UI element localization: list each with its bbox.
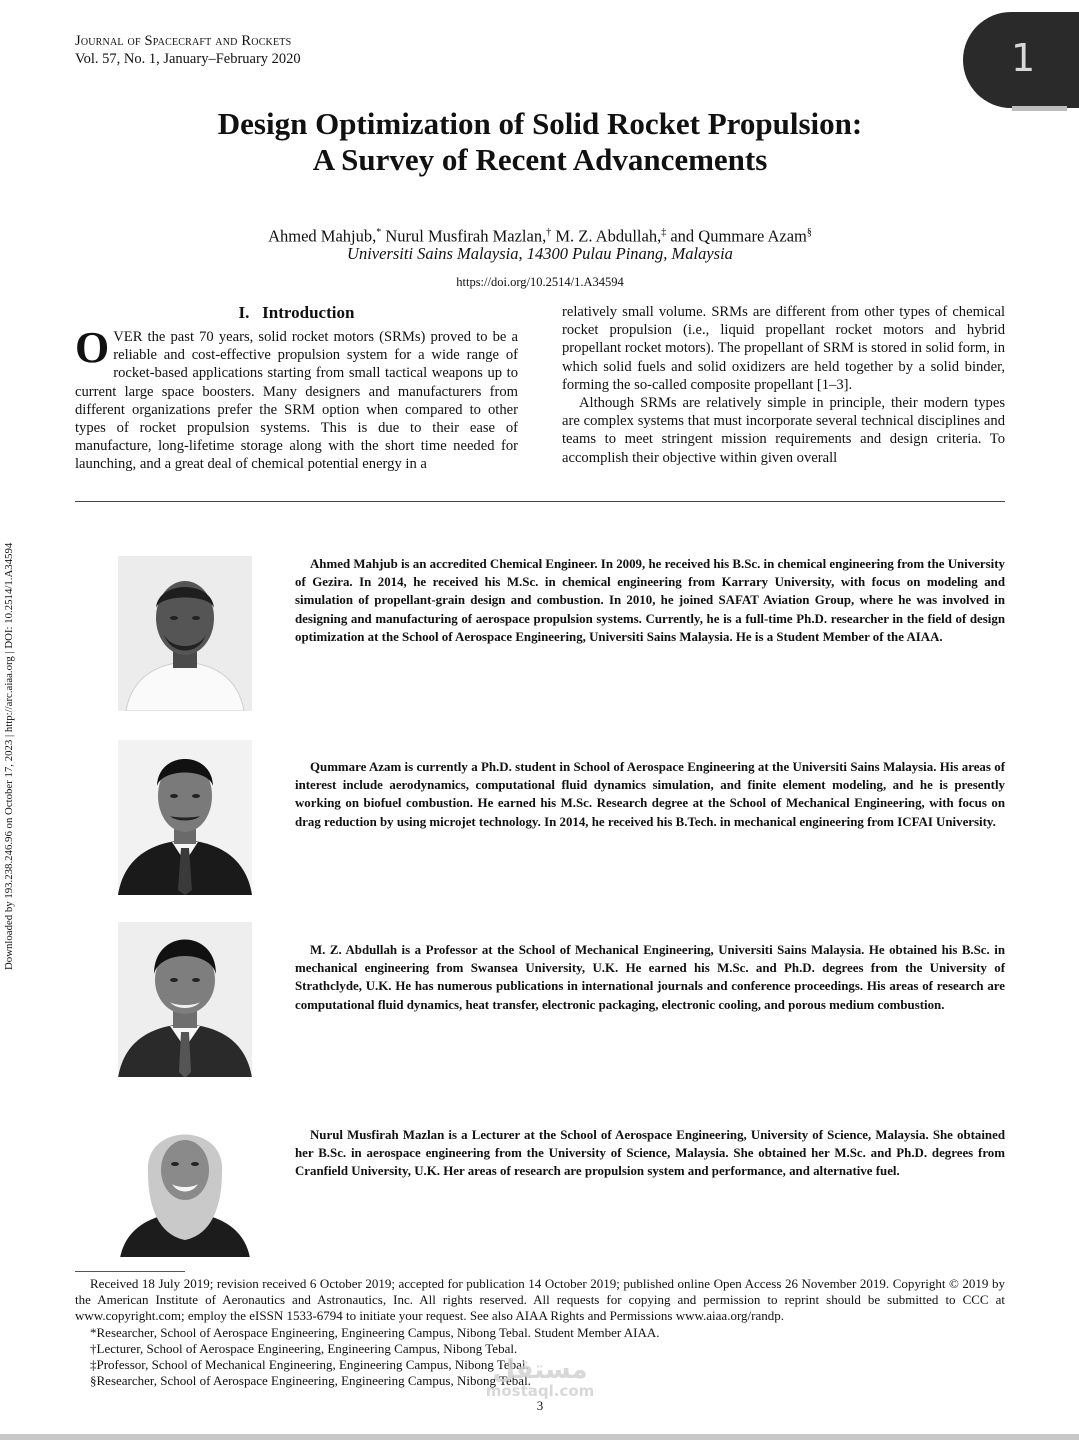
footnote-item: *Researcher, School of Aerospace Engineering, Engineering Campus, Nibong Tebal. Student Member AIAA. — [90, 1324, 660, 1340]
journal-header — [75, 32, 301, 68]
author-name: Nurul Musfirah Mazlan, — [381, 226, 547, 246]
author-photo-abdullah — [118, 922, 252, 1077]
author-mark: § — [806, 227, 812, 238]
author-bio: Nurul Musfirah Mazlan is a Lecturer at the School of Aerospace Engineering, University of Science, Malaysia. She obtained her B.Sc. in aerospace engineering from the University of Science, Malaysia. She obtained her M.Sc. and Ph.D. degrees from Cranfield University, U.K. Her areas of research are propulsion system and performance, and alternative fuel. — [295, 1128, 1005, 1179]
footnote-item: ‡Professor, School of Mechanical Engineering, Engineering Campus, Nibong Tebal. — [90, 1357, 529, 1373]
paper-title — [120, 106, 960, 178]
journal-name: Journal of Spacecraft and Rockets — [75, 33, 292, 49]
page-tab — [963, 12, 1079, 108]
title-line-2: A Survey of Recent Advancements — [312, 142, 768, 177]
author-photo-mazlan — [118, 1102, 252, 1257]
page-number: 3 — [536, 1398, 544, 1413]
page-tab-number: 1 — [1011, 36, 1036, 80]
portrait-icon — [118, 556, 252, 711]
footnote-item: †Lecturer, School of Aerospace Engineering, Engineering Campus, Nibong Tebal. — [90, 1340, 518, 1356]
author-mark: * — [376, 227, 382, 238]
intro-paragraph: Although SRMs are relatively simple in principle, their modern types are complex systems that must incorporate several technical disciplines and teams to meet stringent mission requirements and design criteria. To accomplish their objective within given overall — [562, 395, 1005, 466]
intro-paragraph: relatively small volume. SRMs are different from other types of chemical rocket propulsion (i.e., liquid propellant rocket motors and hybrid propellant rocket motors). The propellant of SRM is stored in solid form, in which solid fuels and solid oxidizers are held together by a solid binder, forming the so-called composite propellant [1–3]. — [562, 304, 1005, 393]
doi-link[interactable]: https://doi.org/10.2514/1.A34594 — [456, 275, 624, 289]
journal-volume: Vol. 57, No. 1, January–February 2020 — [75, 51, 301, 67]
author-bio: Ahmed Mahjub is an accredited Chemical Engineer. In 2009, he received his B.Sc. in chemical engineering from the University of Gezira. In 2014, he received his M.Sc. in chemical engineering from Karrary University, with focus on modeling and simulation of propellant-grain design and combustion. In 2010, he joined SAFAT Aviation Group, where he was involved in designing and manufacturing of aerospace propulsion systems. Currently, he is a full-time Ph.D. researcher in the field of design optimization at the School of Aerospace Engineering, Universiti Sains Malaysia. He is a Student Member of the AIAA. — [295, 557, 1005, 644]
footnote-item: §Researcher, School of Aerospace Engineering, Engineering Campus, Nibong Tebal. — [90, 1373, 531, 1389]
author-name: and Qummare Azam — [666, 226, 807, 246]
drop-cap: O — [75, 323, 110, 372]
watermark-arabic: مستقل — [492, 1355, 588, 1385]
section-divider — [75, 501, 1005, 502]
watermark-url: mostaql.com — [485, 1382, 595, 1400]
author-bio: M. Z. Abdullah is a Professor at the School of Mechanical Engineering, Universiti Sains Malaysia. He obtained his B.Sc. in mechanical engineering from Swansea University, U.K. He earned his M.Sc. and Ph.D. degrees from the University of Strathclyde, U.K. He has numerous publications in international journals and conference proceedings. His areas of research are computational fluid dynamics, heat transfer, electronic packaging, electronic cooling, and porous medium combustion. — [295, 943, 1005, 1012]
received-note: Received 18 July 2019; revision received 6 October 2019; accepted for publication 14 October 2019; published online Open Access 26 November 2019. Copyright © 2019 by the American Institute of Aeronautics and Astronautics, Inc. All rights reserved. All requests for copying and permission to reprint should be submitted to CCC at www.copyright.com; employ the eISSN 1533-6794 to initiate your request. See also AIAA Rights and Permissions www.aiaa.org/randp. — [75, 1276, 1005, 1324]
portrait-icon — [118, 740, 252, 895]
portrait-icon — [118, 922, 252, 1077]
title-line-1: Design Optimization of Solid Rocket Propulsion: — [217, 106, 863, 141]
affiliation: Universiti Sains Malaysia, 14300 Pulau Pinang, Malaysia — [347, 244, 733, 263]
author-photo-mahjub — [118, 556, 252, 711]
footnote-divider — [75, 1271, 185, 1272]
intro-column-left — [75, 323, 518, 474]
page-tab-shadow — [1012, 106, 1067, 111]
intro-paragraph: VER the past 70 years, solid rocket motors (SRMs) proved to be a reliable and cost-effective propulsion system for a wide range of rocket-based applications starting from small tactical weapons up to current large space boosters. Many designers and manufacturers from different organizations prefer the SRM option when compared to other types of rocket propulsion systems. This is due to their ease of manufacture, long-lifetime storage along with the short time needed for launching, and a great deal of chemical potential energy in a — [75, 329, 518, 473]
author-name: Ahmed Mahjub, — [268, 226, 377, 246]
author-mark: † — [546, 227, 552, 238]
author-name: M. Z. Abdullah, — [551, 226, 662, 246]
author-photo-azam — [118, 740, 252, 895]
author-bio: Qummare Azam is currently a Ph.D. student in School of Aerospace Engineering at the Universiti Sains Malaysia. His areas of interest include aerodynamics, computational fluid dynamics simulation, and finite element modeling, and he is presently working on biofuel combustion. He earned his M.Sc. Research degree at the School of Mechanical Engineering, with focus on drag reduction by using microjet technology. In 2014, he received his B.Tech. in mechanical engineering from ICFAI University. — [295, 760, 1005, 829]
bottom-scroll-bar — [0, 1434, 1079, 1440]
section-heading: I. Introduction — [238, 303, 355, 322]
portrait-icon — [118, 1102, 252, 1257]
watermark — [470, 1357, 610, 1399]
intro-column-right — [562, 303, 1005, 467]
author-list — [75, 222, 1005, 247]
download-stamp: Downloaded by 193.238.246.96 on October 17, 2023 | http://arc.aiaa.org | DOI: 10.2514/1.A34594 — [3, 542, 15, 970]
author-mark: ‡ — [661, 227, 667, 238]
